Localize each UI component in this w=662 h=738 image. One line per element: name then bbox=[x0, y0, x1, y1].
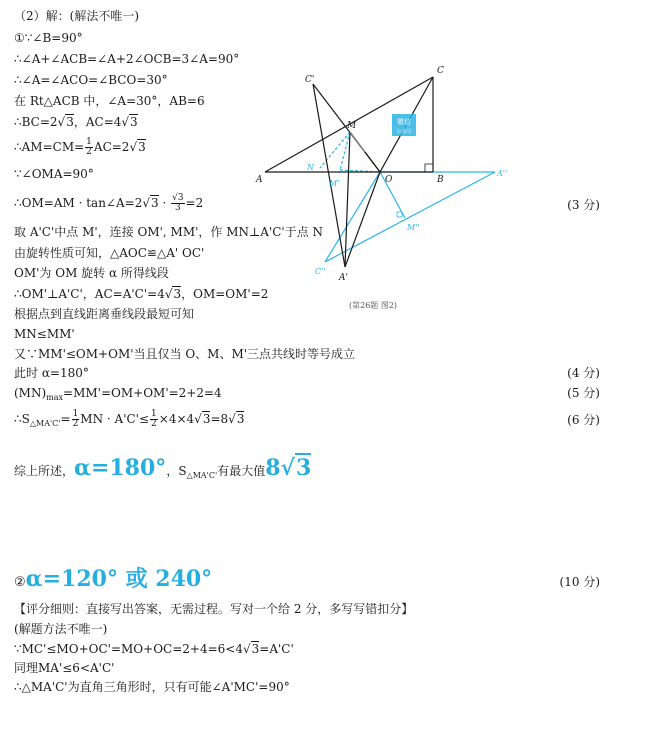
step-line: ①∵∠B=90° bbox=[14, 31, 83, 45]
part2-answer: ②α=120° 或 240° bbox=[14, 566, 213, 592]
step-line: 又∵MM'≤OM+OM'当且仅当 O、M、M'三点共线时等号成立 bbox=[14, 347, 356, 361]
conclusion-line: 综上所述，α=180°，$S_{\triangle MA'C'}$有最大值8√3 bbox=[14, 455, 312, 481]
score-label: (10 分) bbox=[559, 575, 600, 589]
score-label: (3 分) bbox=[567, 198, 600, 212]
svg-text:微信: 微信 bbox=[397, 118, 411, 126]
answer-alpha-values: α=120° 或 240° bbox=[25, 566, 213, 592]
label-C: C bbox=[437, 66, 444, 76]
label-A: A bbox=[256, 175, 263, 185]
label-B: B bbox=[437, 175, 444, 185]
step-line: OM'为 OM 旋转 α 所得线段 bbox=[14, 266, 169, 280]
geometry-figure bbox=[255, 62, 515, 287]
label-O: O bbox=[385, 175, 393, 185]
step-line: ∴BC=2√3，AC=4√3 bbox=[14, 115, 138, 129]
score-label: (6 分) bbox=[567, 413, 600, 427]
step-line: ∴AM=CM= $\frac{1}{2}$ AC=2√3 bbox=[14, 137, 146, 157]
answer-alpha: α=180° bbox=[74, 455, 167, 481]
step-line: ∵MC'≤MO+OC'=MO+OC=2+4=6<4√3=A'C' bbox=[14, 642, 294, 656]
label-M: M bbox=[347, 121, 357, 131]
step-line: ∵∠OMA=90° bbox=[14, 167, 94, 181]
step-line: 取 A'C'中点 M'，连接 OM', MM'，作 MN⊥A'C'于点 N bbox=[14, 225, 324, 239]
step-line: ∴∠A=∠ACO=∠BCO=30° bbox=[14, 73, 168, 87]
label-A-double-prime: A'' bbox=[497, 169, 508, 178]
fraction: $\frac{√3}{3}$ bbox=[172, 193, 184, 213]
step-line: 由旋转性质可知，△AOC≌△A' OC' bbox=[14, 246, 205, 260]
fraction: $\frac{1}{2}$ bbox=[151, 409, 157, 429]
solution-heading: （2）解：(解法不唯一) bbox=[14, 9, 139, 23]
step-line: 此时 α=180° bbox=[14, 366, 89, 380]
segment-A2C2 bbox=[325, 172, 495, 262]
label-M-prime: M' bbox=[329, 179, 340, 188]
step-line: $\therefore S_{\triangle MA'C'}=$ $\frac{1}{2}$ MN · A'C'≤ $\frac{1}{2}$ ×4×4√3=8√3 bbox=[14, 409, 245, 429]
answer-max-area: 8√3 bbox=[265, 455, 312, 481]
step-line: 同理MA'≤6<A'C' bbox=[14, 661, 115, 675]
step-line: ∴OM=AM · tan∠A=2√3 · $\frac{√3}{3}$ =2 bbox=[14, 193, 204, 213]
step-line: $(MN)_{max}=MM'=OM+OM'=2+2=4$ bbox=[14, 386, 222, 402]
right-angle-B bbox=[425, 164, 433, 172]
segment-OM2 bbox=[380, 172, 405, 218]
step-line: 在 Rt△ACB 中，∠A=30°，AB=6 bbox=[14, 94, 205, 108]
label-C-double-prime: C'' bbox=[315, 267, 326, 276]
step-line: ∴OM'⊥A'C'，AC=A'C'=4√3，OM=OM'=2 bbox=[14, 287, 269, 301]
step-line: MN≤MM' bbox=[14, 327, 75, 341]
fraction: $\frac{1}{2}$ bbox=[72, 409, 79, 429]
score-label: (4 分) bbox=[567, 366, 600, 380]
segment-OA1 bbox=[345, 172, 380, 267]
segment-C1A1 bbox=[313, 84, 345, 267]
score-label: (5 分) bbox=[567, 386, 600, 400]
label-M-double-prime: M'' bbox=[407, 223, 420, 232]
label-A-prime: A' bbox=[339, 273, 348, 283]
figure-caption: (第26题 图2) bbox=[349, 301, 398, 310]
fraction: $\frac{1}{2}$ bbox=[86, 137, 92, 157]
step-line: ∴∠A+∠ACB=∠A+2∠OCB=3∠A=90° bbox=[14, 52, 240, 66]
label-C-prime: C' bbox=[305, 75, 315, 85]
label-N: N bbox=[307, 163, 314, 172]
step-line: ∴△MA'C'为直角三角形时，只有可能∠A'MC'=90° bbox=[14, 680, 290, 694]
grading-note: 【评分细则：直接写出答案，无需过程。写对一个给 2 分，多写写错扣分】 bbox=[14, 602, 414, 616]
svg-text:公众号: 公众号 bbox=[396, 129, 412, 135]
right-angle-M2 bbox=[397, 212, 402, 217]
watermark-stamp bbox=[392, 114, 416, 136]
step-line: (解题方法不唯一) bbox=[14, 622, 108, 636]
segment-aux bbox=[350, 132, 365, 152]
step-line: 根据点到直线距离垂线段最短可知 bbox=[14, 307, 195, 321]
segment-MA1 bbox=[345, 132, 350, 267]
